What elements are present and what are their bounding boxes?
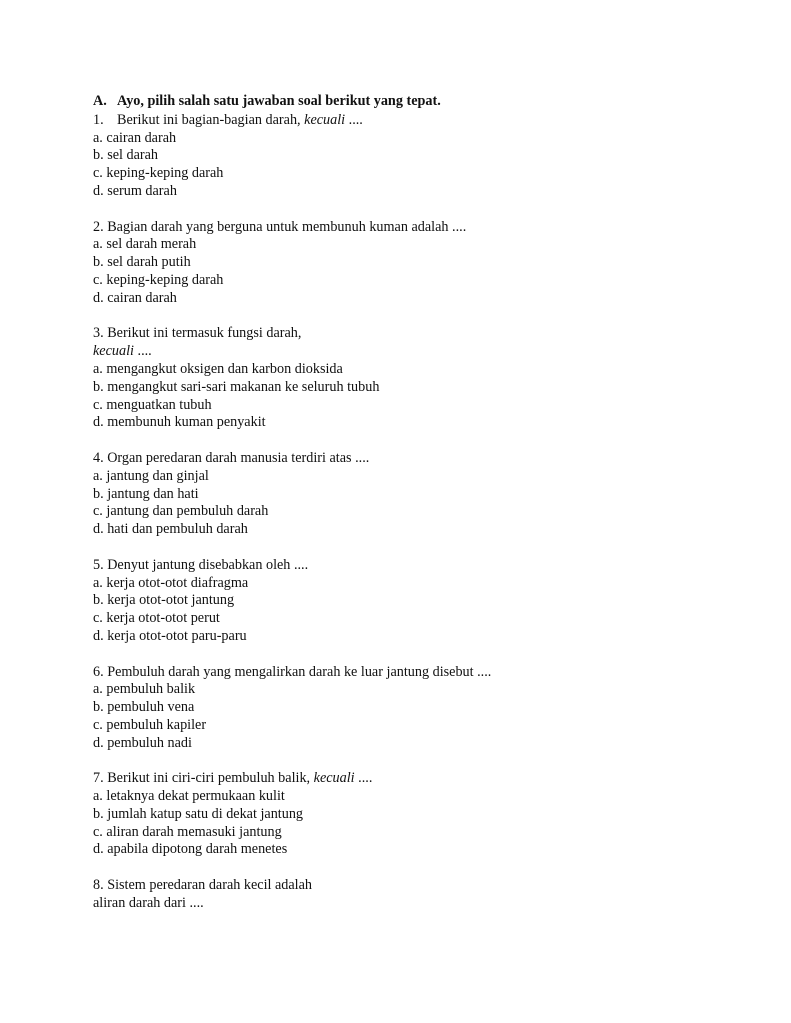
question-stem: 3. Berikut ini termasuk fungsi darah, [93, 325, 302, 342]
answer-option: d. hati dan pembuluh darah [93, 521, 248, 538]
question-stem: 6. Pembuluh darah yang mengalirkan darah ke luar jantung disebut .... [93, 663, 492, 680]
question-stem: 1. Berikut ini bagian-bagian darah, kecuali .... [93, 111, 363, 128]
answer-option: a. cairan darah [93, 129, 177, 146]
answer-option: c. aliran darah memasuki jantung [93, 823, 282, 840]
answer-option: a. letaknya dekat permukaan kulit [93, 788, 285, 805]
answer-option: d. apabila dipotong darah menetes [93, 841, 288, 858]
answer-option: b. kerja otot-otot jantung [93, 592, 235, 609]
answer-option: b. jumlah katup satu di dekat jantung [93, 805, 304, 822]
answer-option: a. kerja otot-otot diafragma [93, 574, 249, 591]
answer-option: c. keping-keping darah [93, 165, 224, 182]
question-7 [93, 770, 753, 859]
question-3 [93, 325, 753, 432]
question-8 [93, 877, 753, 913]
question-6 [93, 664, 753, 753]
section-number: A. [93, 93, 107, 109]
answer-option: c. kerja otot-otot perut [93, 610, 220, 627]
section-heading [93, 93, 753, 111]
answer-option: c. menguatkan tubuh [93, 396, 212, 413]
section-instruction: Ayo, pilih salah satu jawaban soal berikut yang tepat. [117, 93, 441, 109]
answer-option: b. mengangkut sari-sari makanan ke seluruh tubuh [93, 378, 380, 395]
answer-option: a. pembuluh balik [93, 681, 196, 698]
question-2 [93, 219, 753, 308]
question-number: 1. [93, 111, 104, 128]
answer-option: d. membunuh kuman penyakit [93, 414, 266, 431]
answer-option: d. serum darah [93, 182, 177, 199]
answer-option: d. pembuluh nadi [93, 734, 192, 751]
question-stem: 4. Organ peredaran darah manusia terdiri atas .... [93, 449, 370, 466]
document-page [93, 93, 753, 930]
question-stem-continuation: aliran darah dari .... [93, 894, 204, 911]
question-stem: 2. Bagian darah yang berguna untuk membunuh kuman adalah .... [93, 218, 467, 235]
answer-option: c. jantung dan pembuluh darah [93, 503, 269, 520]
answer-option: b. pembuluh vena [93, 699, 195, 716]
answer-option: b. sel darah putih [93, 254, 191, 271]
answer-option: b. sel darah [93, 147, 159, 164]
question-1 [93, 112, 753, 201]
question-5 [93, 557, 753, 646]
answer-option: d. kerja otot-otot paru-paru [93, 627, 247, 644]
answer-option: a. jantung dan ginjal [93, 467, 209, 484]
question-stem: 8. Sistem peredaran darah kecil adalah [93, 877, 313, 894]
answer-option: a. sel darah merah [93, 236, 197, 253]
answer-option: c. keping-keping darah [93, 271, 224, 288]
question-stem: 5. Denyut jantung disebabkan oleh .... [93, 556, 309, 573]
question-4 [93, 450, 753, 539]
answer-option: a. mengangkut oksigen dan karbon dioksida [93, 360, 343, 377]
answer-option: c. pembuluh kapiler [93, 716, 207, 733]
question-stem: 7. Berikut ini ciri-ciri pembuluh balik, kecuali .... [93, 770, 373, 787]
answer-option: d. cairan darah [93, 289, 177, 306]
question-stem-continuation: kecuali .... [93, 343, 152, 360]
answer-option: b. jantung dan hati [93, 485, 199, 502]
